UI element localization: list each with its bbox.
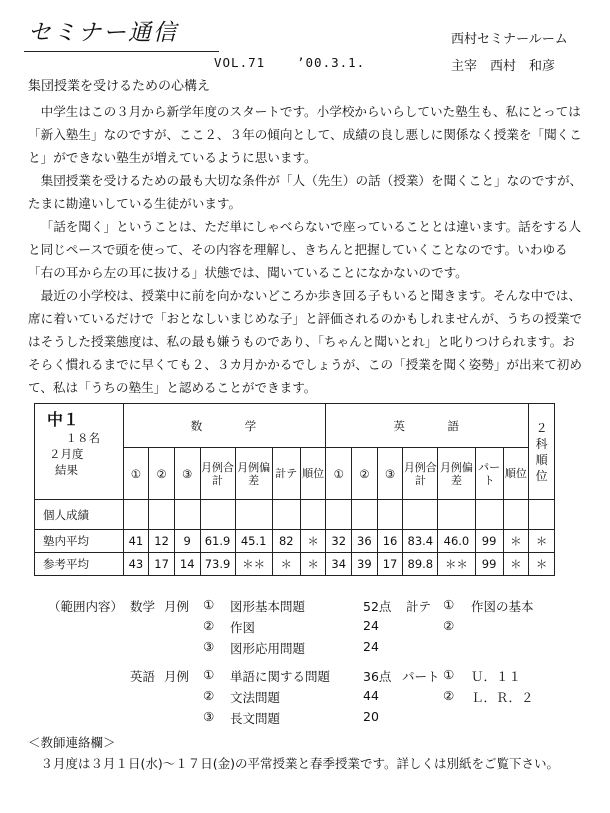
row-label: 参考平均 [35, 553, 124, 576]
table-cell: 46.0 [438, 530, 475, 553]
class-label: 中１ [47, 410, 80, 429]
table-cell: 83.4 [403, 530, 438, 553]
table-cell: 82 [272, 530, 300, 553]
english-col-header: 順位 [503, 448, 529, 500]
table-cell: ＊ [503, 553, 529, 576]
issue-date: ’00.3.1. [297, 55, 366, 70]
math-item-num: ① [203, 597, 215, 612]
paragraph: 中学生はこの３月から新学年度のスタートです。小学校からいらしていた塾生も、私にとっては「新入塾生」なのですが、ここ２、３年の傾向として、成績の良し悪しに関係なく授業を「聞くこと」ができない塾生が増えているように思います。 [28, 104, 582, 165]
test-item-num: ② [443, 618, 455, 633]
table-cell: ＊ [503, 530, 529, 553]
author-name: 主宰 西村 和彦 [451, 59, 556, 74]
table-cell: 32 [326, 530, 352, 553]
english-subject-label: 英 語 [393, 418, 462, 433]
organization-name: 西村セミナールーム [451, 32, 568, 47]
math-subject-label: 数 学 [190, 418, 259, 433]
table-row [35, 500, 555, 530]
test-label: 計テ [406, 599, 432, 614]
row-label: 塾内平均 [35, 530, 124, 553]
table-cell: ＊ [529, 553, 555, 576]
table-cell [529, 500, 555, 530]
table-cell [352, 500, 378, 530]
table-cell: 41 [123, 530, 149, 553]
table-cell: 36 [352, 530, 378, 553]
math-col-header: ① [123, 448, 149, 500]
english-col-header: ① [326, 448, 352, 500]
table-cell: ＊ [529, 530, 555, 553]
math-col-header: 計テ [272, 448, 300, 500]
test-item-num: ① [443, 597, 455, 612]
math-col-header: 順位 [300, 448, 326, 500]
table-cell: ＊ [272, 553, 300, 576]
part-item-num: ② [443, 688, 455, 703]
article-heading: 集団授業を受けるための心構え [28, 79, 211, 94]
table-row [35, 553, 555, 576]
table-cell [377, 500, 403, 530]
table-cell [475, 500, 503, 530]
table-cell [326, 500, 352, 530]
math-item-num: ③ [203, 639, 215, 654]
english-item-topic: 長文問題 [230, 711, 281, 726]
table-cell: 39 [352, 553, 378, 576]
english-col-header: ③ [377, 448, 403, 500]
math-header [123, 404, 326, 448]
math-col-header: ② [149, 448, 175, 500]
table-cell: 34 [326, 553, 352, 576]
table-row [35, 530, 555, 553]
paragraph: 集団授業を受けるための最も大切な条件が「人（先生）の話（授業）を聞くこと」なのですが、たまに勘違いしている生徒がいます。 [28, 173, 583, 211]
table-cell [272, 500, 300, 530]
student-count: １８名 [65, 431, 101, 445]
table-cell [403, 500, 438, 530]
table-cell [438, 500, 475, 530]
table-cell [149, 500, 175, 530]
two-subject-rank-char: 順 [535, 452, 548, 467]
math-item-topic: 図形基本問題 [230, 599, 306, 614]
table-cell: ＊ [300, 553, 326, 576]
math-col-header: ③ [174, 448, 200, 500]
volume-number: VOL.71 [214, 55, 266, 70]
table-cell [300, 500, 326, 530]
newsletter-title: セミナー通信 [28, 20, 178, 46]
table-cell [123, 500, 149, 530]
math-item-num: ② [203, 618, 215, 633]
math-monthly-label: 月例 [164, 599, 190, 614]
math-item-topic: 作図 [230, 620, 256, 635]
table-cell: ＊＊ [235, 553, 272, 576]
test-item-topic: 作図の基本 [471, 599, 534, 614]
two-subject-rank-char: 科 [535, 436, 548, 451]
part-item-num: ① [443, 667, 455, 682]
english-col-header: ② [352, 448, 378, 500]
paragraph: 最近の小学校は、授業中に前を向かないどころか歩き回る子もいると聞きます。そんな中では、席に着いているだけで「おとなしいまじめな子」と評価されるのかもしれませんが、うちの授業ではそうした授業態度は、私の最も嫌うものであり、「ちゃんと聞いとれ」と叱りつけられます。おそらく慣れるまでに早くても２、３カ月かかるでしょうが、この「授業を聞く姿勢」が出来て初めて、私は「うちの塾生」と認めることができます。 [28, 288, 583, 395]
math-item-points: 24 [363, 639, 379, 654]
english-col-header: 月例偏差 [438, 448, 475, 500]
grades-table [34, 403, 555, 576]
two-subject-rank-char: 位 [535, 468, 548, 483]
table-cell: 99 [475, 553, 503, 576]
english-item-num: ② [203, 688, 215, 703]
part-item-topic: Ｕ．１１ [471, 669, 522, 684]
english-item-topic: 文法問題 [230, 690, 281, 705]
result-label: 結果 [55, 463, 78, 477]
table-cell: 12 [149, 530, 175, 553]
english-col-header: パート [475, 448, 503, 500]
table-cell: 61.9 [200, 530, 235, 553]
two-subject-rank-char: ２ [535, 420, 548, 435]
teacher-note-label: ＜教師連絡欄＞ [28, 735, 116, 750]
teacher-note-text: ３月度は３月１日(水)～１７日(金)の平常授業と春季授業です。詳しくは別紙をご覧下さい。 [40, 756, 560, 771]
table-cell [174, 500, 200, 530]
table-cell: ＊ [300, 530, 326, 553]
english-item-points: 36点 [363, 669, 392, 684]
english-item-num: ③ [203, 709, 215, 724]
title-underline [24, 51, 219, 52]
table-cell: 17 [377, 553, 403, 576]
english-monthly-label: 月例 [164, 669, 190, 684]
month-label: ２月度 [49, 447, 84, 461]
table-cell: 43 [123, 553, 149, 576]
table-cell [235, 500, 272, 530]
table-cell [503, 500, 529, 530]
english-item-points: 44 [363, 688, 379, 703]
math-item-points: 52点 [363, 599, 392, 614]
class-header-cell [35, 404, 124, 500]
table-cell: 9 [174, 530, 200, 553]
paragraph: 「話を聞く」ということは、ただ単にしゃべらないで座っていることとは違います。話をする人と同じペースで頭を使って、その内容を理解し、きちんと把握していくことなのです。いわゆる「右の耳から左の耳に抜ける」状態では、聞いていることになかないのです。 [28, 219, 582, 280]
math-item-points: 24 [363, 618, 379, 633]
english-item-num: ① [203, 667, 215, 682]
table-cell: 45.1 [235, 530, 272, 553]
math-item-topic: 図形応用問題 [230, 641, 306, 656]
article-body [28, 100, 584, 399]
english-range-subject: 英語 [130, 669, 156, 684]
math-col-header: 月例偏差 [235, 448, 272, 500]
two-subject-rank-header [529, 404, 555, 500]
english-item-topic: 単語に関する問題 [230, 669, 331, 684]
english-item-points: 20 [363, 709, 379, 724]
english-col-header: 月例合計 [403, 448, 438, 500]
table-cell: 17 [149, 553, 175, 576]
table-cell: 16 [377, 530, 403, 553]
math-range-subject: 数学 [130, 599, 156, 614]
english-header [326, 404, 529, 448]
table-cell [200, 500, 235, 530]
math-col-header: 月例合計 [200, 448, 235, 500]
range-label: （範囲内容） [48, 599, 124, 614]
table-cell: 73.9 [200, 553, 235, 576]
table-cell: ＊＊ [438, 553, 475, 576]
table-cell: 99 [475, 530, 503, 553]
row-label: 個人成績 [35, 500, 124, 530]
table-cell: 14 [174, 553, 200, 576]
table-cell: 89.8 [403, 553, 438, 576]
part-label: パート [402, 669, 440, 684]
part-item-topic: Ｌ．Ｒ．２ [471, 690, 534, 705]
